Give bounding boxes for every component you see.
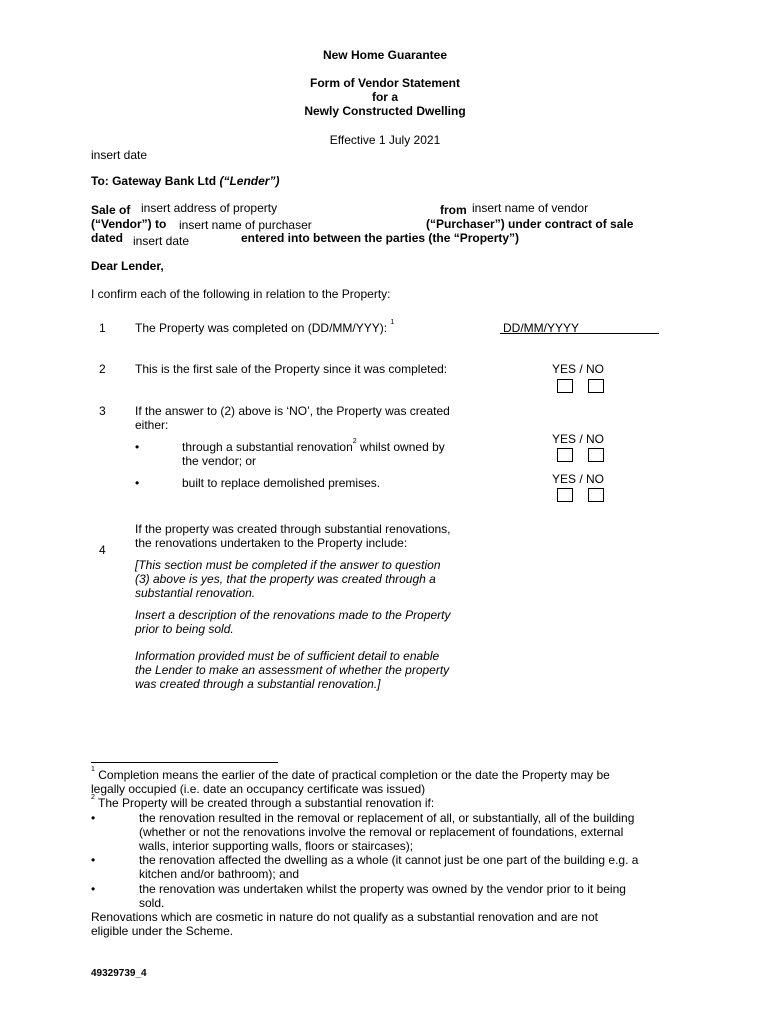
footnote-bullet-3-line-1: the renovation was undertaken whilst the property was owned by the vendor prior to it being [139, 882, 626, 896]
item-4-question-line-2: the renovations undertaken to the Property include: [135, 536, 408, 550]
to-line-prefix: To: Gateway Bank Ltd [91, 174, 220, 188]
completion-date-field[interactable]: DD/MM/YYYY [503, 321, 580, 335]
item-3a-no-checkbox[interactable] [588, 448, 604, 462]
form-title-line-1: Form of Vendor Statement [309, 76, 461, 90]
from-label: from [440, 203, 467, 217]
confirm-statement: I confirm each of the following in relation to the Property: [91, 287, 391, 301]
footnote-bullet-3-line-2: sold. [139, 896, 165, 910]
item-2-yes-no-label: YES / NO [552, 362, 605, 376]
doc-title: New Home Guarantee [322, 48, 448, 62]
footnote-1-number: 1 [91, 766, 95, 773]
item-3a-yes-no-label: YES / NO [552, 432, 605, 446]
dated-label: dated [91, 231, 124, 245]
footnote-separator [91, 762, 278, 763]
renovation-text: through a substantial renovation [182, 440, 353, 454]
item-4-number: 4 [99, 543, 106, 557]
item-3-option-renovation [182, 440, 445, 454]
item-3-question-line-1: If the answer to (2) above is ‘NO’, the Property was created [135, 404, 450, 418]
bullet: • [135, 440, 140, 454]
bullet: • [91, 853, 96, 867]
vendor-name-field[interactable]: insert name of vendor [472, 201, 589, 215]
item-3-number: 3 [99, 404, 106, 418]
item-4-detail-line-3: was created through a substantial renovation.] [135, 677, 381, 691]
contract-date-field[interactable]: insert date [133, 234, 190, 248]
property-address-field[interactable]: insert address of property [141, 201, 278, 215]
item-1-question: The Property was completed on (DD/MM/YYY): [135, 321, 391, 335]
form-title-line-3: Newly Constructed Dwelling [304, 104, 466, 118]
item-3-option-renovation-line-2: the vendor; or [182, 454, 257, 468]
renovation-text-cont: whilst owned by [356, 440, 445, 454]
footnote-bullet-2-line-2: kitchen and/or bathroom); and [139, 867, 300, 881]
item-3a-yes-checkbox[interactable] [557, 448, 573, 462]
bullet: • [91, 811, 96, 825]
item-4-question-line-1: If the property was created through substantial renovations, [135, 522, 451, 536]
footnote-1-text: Completion means the earlier of the date of practical completion or the date the Property may be [94, 768, 610, 782]
entered-into-label: entered into between the parties (the “Property”) [241, 231, 520, 245]
vendor-to-label: (“Vendor”) to [91, 217, 167, 231]
item-4-note-line-2: (3) above is yes, that the property was created through a [135, 572, 436, 586]
item-1-number: 1 [99, 321, 106, 335]
item-2-number: 2 [99, 362, 106, 376]
footnote-1-line-2: legally occupied (i.e. date an occupancy certificate was issued) [91, 782, 426, 796]
item-3-option-demolished: built to replace demolished premises. [182, 476, 381, 490]
footnote-bullet-1-line-1: the renovation resulted in the removal or replacement of all, or substantially, all of the building [139, 811, 635, 825]
completion-date-underline [500, 333, 659, 334]
item-3b-no-checkbox[interactable] [588, 488, 604, 502]
item-3b-yes-checkbox[interactable] [557, 488, 573, 502]
date-field[interactable]: insert date [91, 148, 148, 162]
to-line [91, 174, 279, 188]
lender-label: (“Lender”) [219, 174, 280, 188]
footnote-2-text: The Property will be created through a substantial renovation if: [94, 796, 435, 810]
footnote-closing-line-2: eligible under the Scheme. [91, 924, 234, 938]
footnote-1 [91, 768, 610, 782]
footnote-2-number: 2 [91, 794, 95, 801]
purchaser-name-field[interactable]: insert name of purchaser [179, 218, 312, 232]
footnote-closing-line-1: Renovations which are cosmetic in nature do not qualify as a substantial renovation and are not [91, 910, 598, 924]
item-4-instruction-line-1: Insert a description of the renovations made to the Property [135, 608, 451, 622]
item-4-detail-line-1: Information provided must be of sufficient detail to enable [135, 649, 440, 663]
footnote-2 [91, 796, 434, 810]
sale-of-label: Sale of [91, 203, 131, 217]
item-1-text [135, 321, 394, 335]
footnote-ref-2: 2 [352, 438, 357, 445]
item-4-note-line-1: [This section must be completed if the answer to question [135, 558, 441, 572]
bullet: • [135, 476, 140, 490]
bullet: • [91, 882, 96, 896]
footnote-bullet-2-line-1: the renovation affected the dwelling as a whole (it cannot just be one part of the building e.g. a [139, 853, 639, 867]
item-4-detail-line-2: the Lender to make an assessment of whether the property [135, 663, 450, 677]
item-3b-yes-no-label: YES / NO [552, 472, 605, 486]
item-4-instruction-line-2: prior to being sold. [135, 622, 234, 636]
effective-date: Effective 1 July 2021 [329, 133, 441, 147]
salutation: Dear Lender, [91, 259, 164, 273]
item-3-question-line-2: either: [135, 418, 169, 432]
item-4-note-line-3: substantial renovation. [135, 586, 256, 600]
form-title-line-2: for a [371, 90, 398, 104]
item-2-question: This is the first sale of the Property since it was completed: [135, 362, 448, 376]
document-reference: 49329739_4 [91, 968, 147, 979]
footnote-bullet-1-line-2: (whether or not the renovations involve the removal or replacement of foundations, external [139, 825, 624, 839]
purchaser-contract-label: (“Purchaser”) under contract of sale [426, 217, 634, 231]
footnote-ref-1: 1 [390, 319, 395, 326]
item-2-yes-checkbox[interactable] [557, 379, 573, 393]
item-2-no-checkbox[interactable] [588, 379, 604, 393]
footnote-bullet-1-line-3: walls, interior supporting walls, floors or staircases); [139, 839, 414, 853]
